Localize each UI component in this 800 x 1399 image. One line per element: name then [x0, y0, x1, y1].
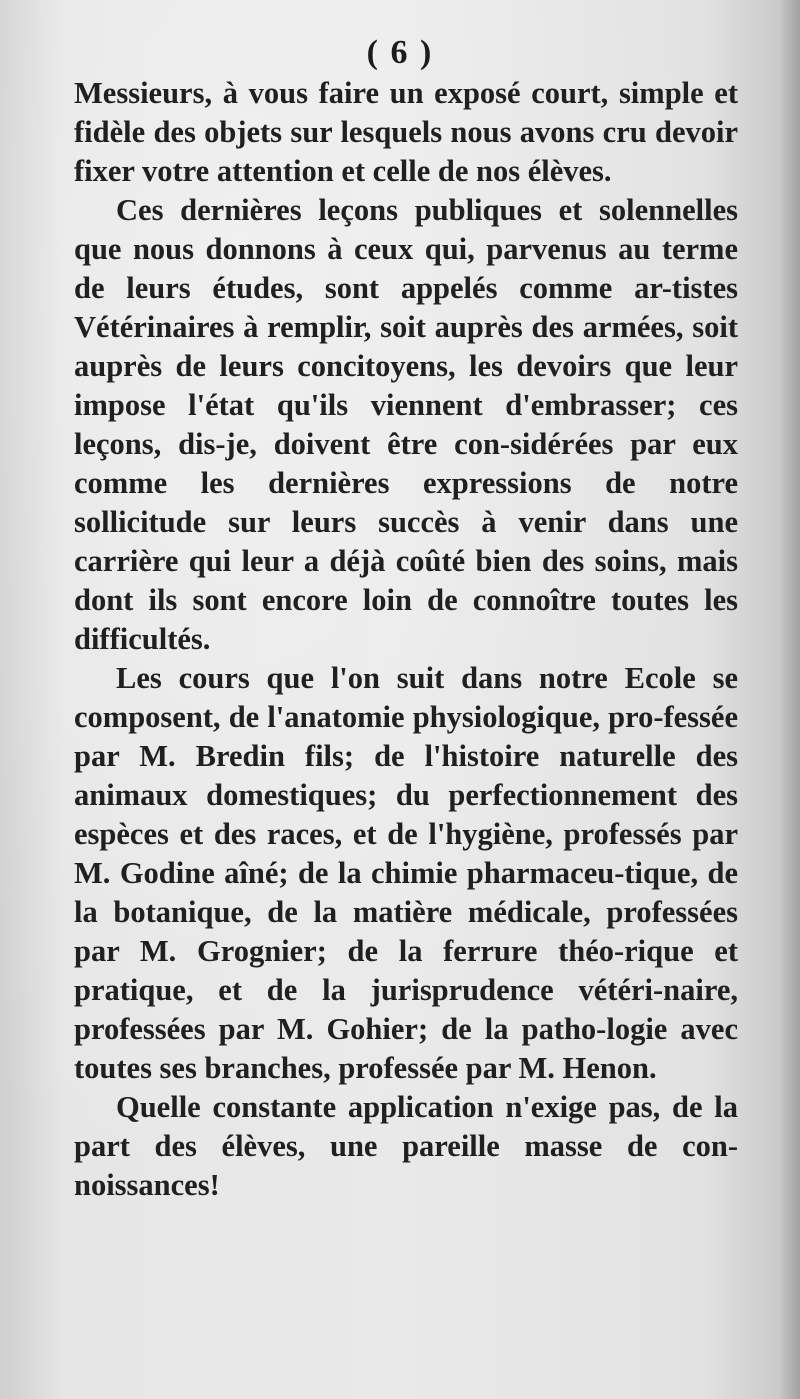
body-text [74, 74, 738, 1205]
paragraph-4: Quelle constante application n'exige pas, de la part des élèves, une pareille masse de con-noissances! [74, 1090, 738, 1202]
page-edge-shadow [778, 0, 800, 1399]
paragraph-1: Messieurs, à vous faire un exposé court, simple et fidèle des objets sur lesquels nous avons cru devoir fixer votre attention et celle de nos élèves. [74, 76, 738, 188]
paragraph-3: Les cours que l'on suit dans notre Ecole se composent, de l'anatomie physiologique, pro-fessée par M. Bredin fils; de l'histoire naturelle des animaux domestiques; du perfectionnement des espèces et des races, et de l'hygiène, professés par M. Godine aîné; de la chimie pharmaceu-tique, de la botanique, de la matière médicale, professées par M. Grognier; de la ferrure théo-rique et pratique, et de la jurisprudence vétéri-naire, professées par M. Gohier; de la patho-logie avec toutes ses branches, professée par M. Henon. [74, 661, 738, 1085]
paragraph-2: Ces dernières leçons publiques et solennelles que nous donnons à ceux qui, parvenus au terme de leurs études, sont appelés comme ar-tistes Vétérinaires à remplir, soit auprès des armées, soit auprès de leurs concitoyens, les devoirs que leur impose l'état qu'ils viennent d'embrasser; ces leçons, dis-je, doivent être con-sidérées par eux comme les dernières expressions de notre sollicitude sur leurs succès à venir dans une carrière qui leur a déjà coûté bien des soins, mais dont ils sont encore loin de connoître toutes les difficultés. [74, 193, 738, 656]
page-number: ( 6 ) [366, 34, 434, 71]
